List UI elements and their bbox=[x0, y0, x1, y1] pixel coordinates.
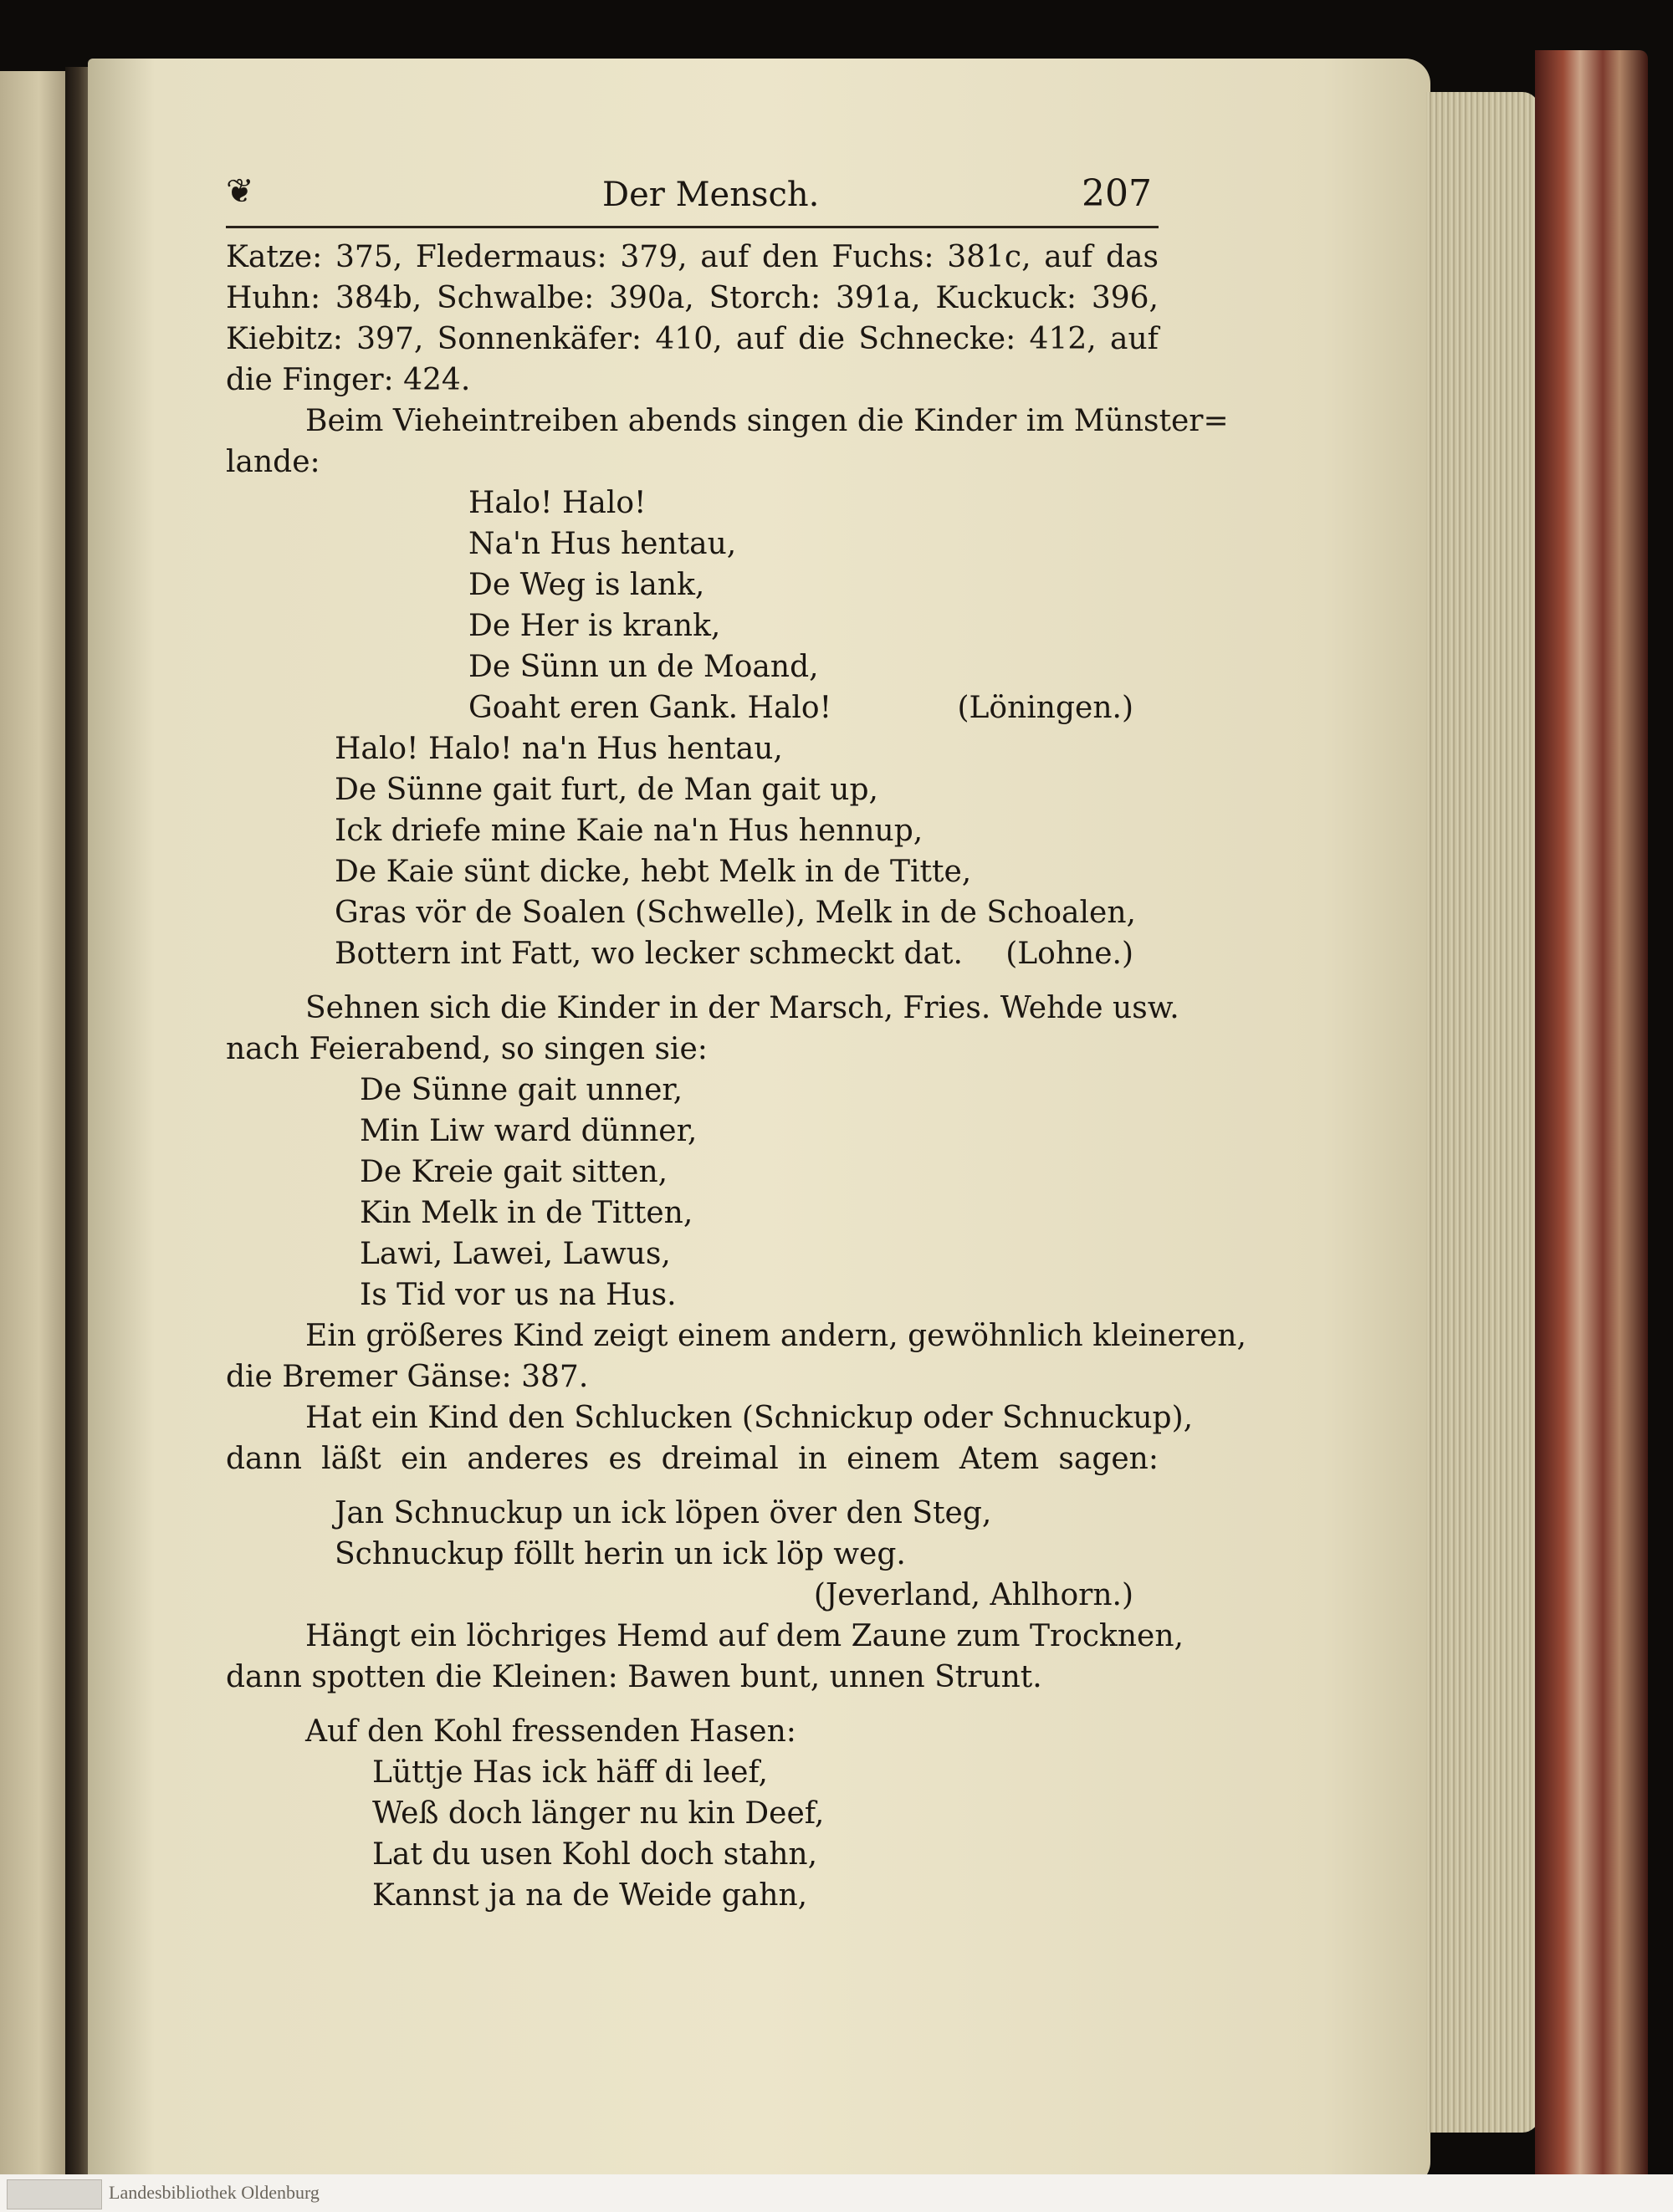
text-line: dann spotten die Kleinen: Bawen bunt, unnen Strunt. bbox=[226, 1660, 1042, 1694]
text-line: lande: bbox=[226, 445, 320, 479]
page-text bbox=[226, 167, 1246, 1916]
source-note: (Löningen.) bbox=[957, 691, 1133, 725]
verse-line: Na'n Hus hentau, bbox=[468, 527, 737, 561]
verse-line: Kin Melk in de Titten, bbox=[360, 1196, 693, 1230]
verse-line: Is Tid vor us na Hus. bbox=[360, 1278, 677, 1312]
verse-line: Gras vör de Soalen (Schwelle), Melk in de Schoalen, bbox=[335, 896, 1136, 930]
marbled-cover bbox=[1535, 50, 1648, 2191]
verse-line: Lüttje Has ick häff di leef, bbox=[372, 1755, 768, 1790]
verse-line: Lawi, Lawei, Lawus, bbox=[360, 1237, 671, 1271]
verse-line: De Kreie gait sitten, bbox=[360, 1155, 668, 1189]
verse-line: Min Liw ward dünner, bbox=[360, 1114, 698, 1148]
verse-line: Jan Schnuckup un ick löpen över den Steg, bbox=[335, 1496, 992, 1530]
verse-line: Lat du usen Kohl doch stahn, bbox=[372, 1837, 818, 1872]
page-edges bbox=[1426, 92, 1539, 2133]
text-line: Huhn: 384b, Schwalbe: 390a, Storch: 391a, Kuckuck: 396, bbox=[226, 281, 1159, 315]
left-page-edge bbox=[0, 71, 68, 2195]
verse-text: Bottern int Fatt, wo lecker schmeckt dat. bbox=[335, 937, 963, 971]
text-line: die Bremer Gänse: 387. bbox=[226, 1360, 589, 1394]
verse-line: Halo! Halo! na'n Hus hentau, bbox=[335, 732, 783, 766]
running-head bbox=[226, 167, 1159, 228]
text-line: Beim Vieheintreiben abends singen die Kinder im Münster= bbox=[305, 404, 1229, 438]
verse-line bbox=[226, 933, 1159, 974]
verse-line: De Weg is lank, bbox=[468, 568, 705, 602]
verse-line: De Sünne gait furt, de Man gait up, bbox=[335, 773, 878, 807]
text-line: Ein größeres Kind zeigt einem andern, gewöhnlich kleineren, bbox=[305, 1319, 1246, 1353]
text-line: nach Feierabend, so singen sie: bbox=[226, 1032, 708, 1066]
text-line: die Finger: 424. bbox=[226, 363, 471, 397]
verse-line: De Kaie sünt dicke, hebt Melk in de Titte, bbox=[335, 855, 972, 889]
verse-line: De Sünn un de Moand, bbox=[468, 650, 819, 684]
source-note: (Lohne.) bbox=[1005, 937, 1133, 971]
source-note: (Jeverland, Ahlhorn.) bbox=[813, 1578, 1133, 1612]
ornament-icon: ❦ bbox=[226, 172, 254, 211]
text-line: Sehnen sich die Kinder in der Marsch, Fries. Wehde usw. bbox=[305, 991, 1179, 1025]
page-number: 207 bbox=[1082, 172, 1152, 215]
verse-line: Weß doch länger nu kin Deef, bbox=[372, 1796, 825, 1831]
verse-line: De Her is krank, bbox=[468, 609, 721, 643]
verse-line: Ick driefe mine Kaie na'n Hus hennup, bbox=[335, 814, 923, 848]
verse-text: Goaht eren Gank. Halo! bbox=[468, 691, 832, 725]
text-line: Katze: 375, Fledermaus: 379, auf den Fuchs: 381c, auf das bbox=[226, 240, 1159, 274]
verse-line: De Sünne gait unner, bbox=[360, 1073, 683, 1107]
verse-line: Halo! Halo! bbox=[468, 486, 647, 520]
verse-line: Schnuckup föllt herin un ick löp weg. bbox=[335, 1537, 906, 1571]
library-logo-icon bbox=[7, 2179, 102, 2209]
library-name: Landesbibliothek Oldenburg bbox=[109, 2182, 320, 2203]
text-line: Hängt ein löchriges Hemd auf dem Zaune zum Trocknen, bbox=[305, 1619, 1184, 1653]
text-line: Kiebitz: 397, Sonnenkäfer: 410, auf die Schnecke: 412, auf bbox=[226, 322, 1159, 356]
text-line: Auf den Kohl fressenden Hasen: bbox=[305, 1714, 796, 1749]
verse-line: Kannst ja na de Weide gahn, bbox=[372, 1878, 808, 1913]
text-line: Hat ein Kind den Schlucken (Schnickup oder Schnuckup), bbox=[305, 1401, 1194, 1435]
page-title: Der Mensch. bbox=[602, 176, 820, 214]
verse-line bbox=[226, 687, 1159, 728]
text-line: dann läßt ein anderes es dreimal in einem Atem sagen: bbox=[226, 1442, 1159, 1476]
